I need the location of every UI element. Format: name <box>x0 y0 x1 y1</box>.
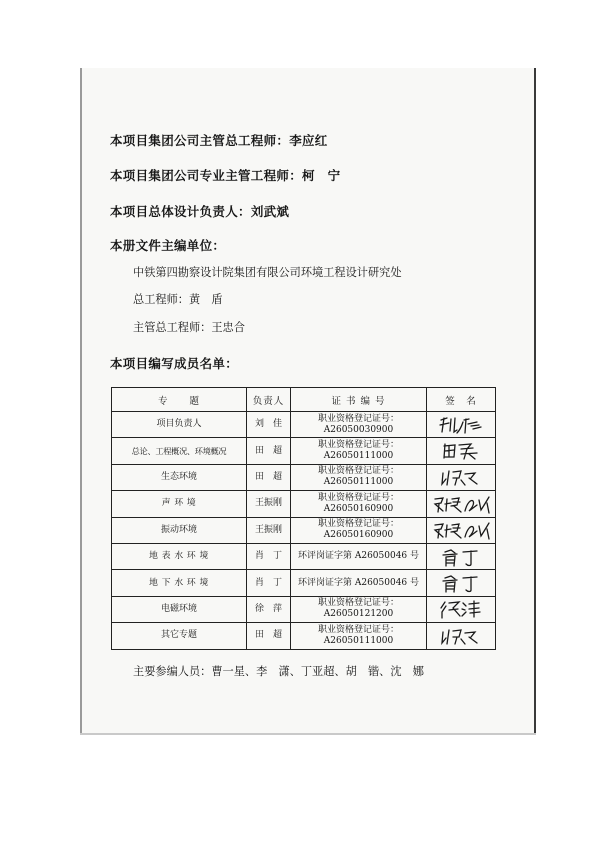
cert-cell <box>291 464 427 490</box>
cert-line: 职业资格登记证号： <box>317 413 399 424</box>
editor-unit-heading: 本册文件主编单位： <box>110 238 226 253</box>
cert-line: 职业资格登记证号： <box>317 519 399 530</box>
table-row <box>112 596 496 622</box>
signature-mark <box>429 519 493 541</box>
topic-cell: 地 表 水 环 境 <box>112 543 247 569</box>
signature-mark <box>431 546 491 568</box>
table-row <box>112 623 496 649</box>
table-row <box>112 412 496 438</box>
table-row <box>112 570 496 596</box>
table-row <box>112 543 496 569</box>
professional-engineer-line <box>110 166 340 184</box>
supervisor-label: 主管总工程师： <box>133 321 212 334</box>
chief-line <box>133 291 223 307</box>
cert-line: 环评岗证字第 A26050046 号 <box>297 577 420 588</box>
signature-cell <box>427 412 496 438</box>
cert-line: 职业资格登记证号： <box>317 466 399 477</box>
signature-mark <box>431 598 491 620</box>
signature-cell <box>427 623 496 649</box>
cert-cell <box>291 570 427 596</box>
signature-cell <box>427 543 496 569</box>
header-topic: 专 题 <box>112 388 247 412</box>
signature-mark <box>431 466 491 488</box>
main-participants-label: 主要参编人员： <box>133 665 212 678</box>
person-cell: 田 超 <box>247 464 291 490</box>
table-row <box>112 438 496 464</box>
person-cell: 肖 丁 <box>247 570 291 596</box>
cert-line: 职业资格登记证号： <box>317 440 399 451</box>
signature-mark <box>431 440 491 462</box>
cert-cell <box>291 438 427 464</box>
cert-cell <box>291 491 427 517</box>
members-heading: 本项目编写成员名单： <box>110 356 239 371</box>
cert-line: 环评岗证字第 A26050046 号 <box>297 551 420 562</box>
cert-cell <box>291 517 427 543</box>
person-cell: 王振刚 <box>247 491 291 517</box>
supervisor-name: 王忠合 <box>211 321 245 334</box>
cert-number: A26050160900 <box>323 530 394 541</box>
signature-cell <box>427 464 496 490</box>
topic-cell: 生态环境 <box>112 464 247 490</box>
table-row <box>112 517 496 543</box>
table-header-row <box>112 388 496 412</box>
signature-mark <box>431 414 491 436</box>
person-cell: 徐 萍 <box>247 596 291 622</box>
topic-cell: 项目负责人 <box>112 412 247 438</box>
topic-cell: 总论、工程概况、环境概况 <box>112 438 247 464</box>
person-cell: 田 超 <box>247 438 291 464</box>
signature-cell <box>427 438 496 464</box>
signature-mark <box>431 625 491 647</box>
cert-number: A26050121200 <box>323 609 394 620</box>
cert-line: 职业资格登记证号： <box>317 598 399 609</box>
table-row <box>112 464 496 490</box>
cert-cell <box>291 596 427 622</box>
chief-engineer-label: 本项目集团公司主管总工程师： <box>110 133 290 148</box>
sheet-bottom-edge <box>80 733 536 735</box>
professional-engineer-name: 柯 宁 <box>302 168 341 183</box>
cert-cell <box>291 412 427 438</box>
table-row <box>112 491 496 517</box>
signature-cell <box>427 596 496 622</box>
editor-organization: 中铁第四勘察设计院集团有限公司环境工程设计研究处 <box>133 266 402 279</box>
topic-cell: 地 下 水 环 境 <box>112 570 247 596</box>
header-cert: 证 书 编 号 <box>291 388 427 412</box>
signature-cell <box>427 491 496 517</box>
cert-number: A26050030900 <box>323 424 394 435</box>
topic-cell: 声 环 境 <box>112 491 247 517</box>
main-participants-names: 曹一星、李 潇、丁亚超、胡 锴、沈 娜 <box>211 665 424 678</box>
cert-line: 职业资格登记证号： <box>317 624 399 635</box>
topic-cell: 电磁环境 <box>112 596 247 622</box>
header-person: 负责人 <box>247 388 291 412</box>
design-lead-name: 刘武斌 <box>250 204 290 219</box>
cert-number: A26050160900 <box>323 503 394 514</box>
signature-mark <box>431 572 491 594</box>
chief-engineer-line <box>110 131 328 149</box>
chief-label: 总工程师： <box>133 293 189 306</box>
chief-engineer-name: 李应红 <box>289 133 328 148</box>
main-participants-line <box>133 663 424 679</box>
topic-cell: 振动环境 <box>112 517 247 543</box>
members-table <box>111 387 496 650</box>
cert-number: A26050111000 <box>323 451 394 462</box>
cert-number: A26050111000 <box>323 635 394 646</box>
signature-cell <box>427 570 496 596</box>
professional-engineer-label: 本项目集团公司专业主管工程师： <box>110 168 303 183</box>
signature-mark <box>429 493 493 515</box>
cert-line: 职业资格登记证号： <box>317 492 399 503</box>
header-signature: 签 名 <box>427 388 496 412</box>
design-lead-label: 本项目总体设计负责人： <box>110 204 251 219</box>
person-cell: 田 超 <box>247 623 291 649</box>
design-lead-line <box>110 202 289 220</box>
signature-cell <box>427 517 496 543</box>
cert-cell <box>291 543 427 569</box>
supervisor-line <box>133 319 245 335</box>
person-cell: 肖 丁 <box>247 543 291 569</box>
cert-number: A26050111000 <box>323 477 394 488</box>
person-cell: 王振刚 <box>247 517 291 543</box>
cert-cell <box>291 623 427 649</box>
chief-name: 黄 盾 <box>188 293 223 306</box>
topic-cell: 其它专题 <box>112 623 247 649</box>
person-cell: 刘 佳 <box>247 412 291 438</box>
